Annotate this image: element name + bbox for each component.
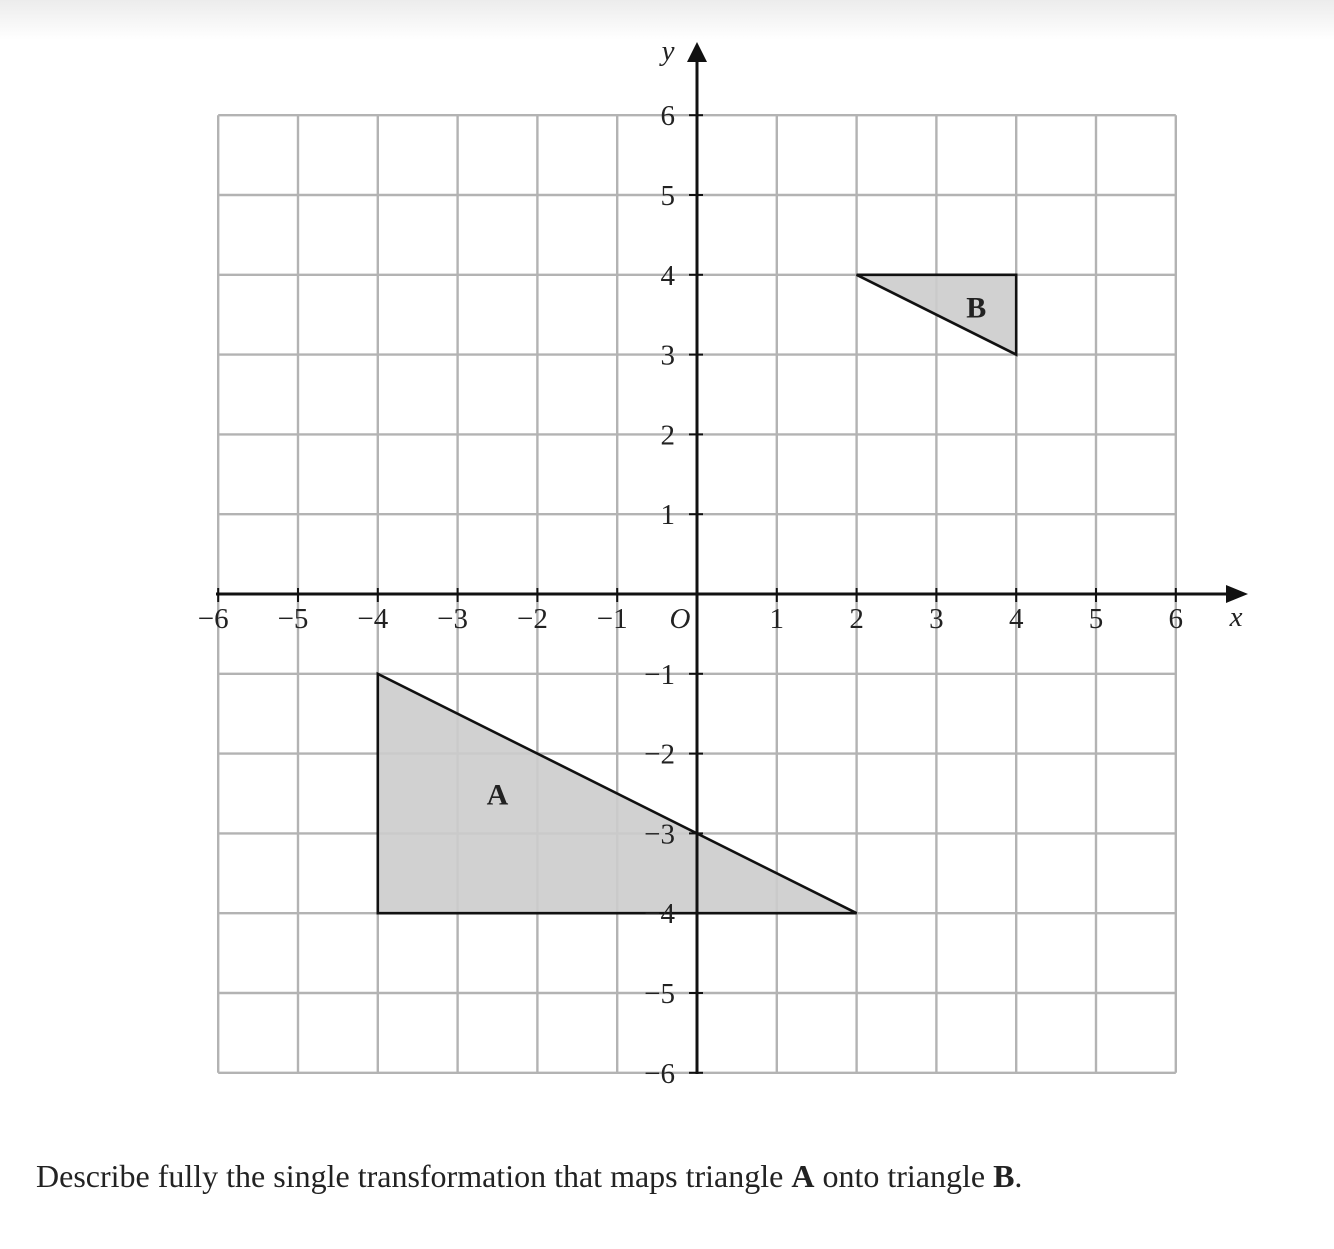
x-tick-label: −1	[596, 603, 628, 635]
x-tick-label: −5	[277, 603, 309, 635]
x-tick-label: 6	[1168, 603, 1184, 635]
axis-labels	[198, 35, 1243, 1090]
x-tick-label: −2	[516, 603, 548, 635]
x-tick-label: −3	[437, 603, 469, 635]
y-tick-label: −5	[644, 978, 675, 1010]
question-part-1: Describe fully the single transformation that maps triangle	[36, 1158, 792, 1194]
y-tick-label: −2	[644, 738, 675, 771]
question-shape-b: B	[993, 1158, 1015, 1194]
question-shape-a: A	[791, 1158, 815, 1194]
origin-label: O	[669, 603, 691, 635]
question-text	[36, 1158, 1022, 1195]
axes	[216, 42, 1248, 1074]
y-tick-label: −1	[644, 658, 675, 691]
y-tick-label: 6	[660, 100, 675, 133]
question-part-2: onto triangle	[814, 1158, 994, 1194]
y-tick-label: 1	[660, 499, 675, 532]
y-tick-label: 5	[660, 180, 675, 212]
y-tick-label: −3	[644, 818, 675, 851]
y-tick-label: 4	[660, 259, 675, 292]
y-tick-label: −4	[644, 898, 675, 931]
x-axis-label: x	[1229, 601, 1243, 633]
x-tick-label: 3	[929, 603, 944, 635]
x-tick-label: 2	[849, 603, 864, 635]
y-tick-label: −6	[644, 1057, 675, 1090]
y-tick-label: 2	[660, 419, 675, 452]
x-tick-label: 1	[769, 603, 785, 635]
question-part-3: .	[1014, 1158, 1023, 1194]
x-tick-label: −6	[197, 603, 229, 635]
triangle-a-label: A	[486, 778, 509, 812]
x-tick-label: −4	[357, 603, 389, 635]
triangle-b-label: B	[966, 291, 987, 325]
x-tick-label: 4	[1008, 603, 1024, 635]
y-tick-label: 3	[660, 339, 675, 372]
x-tick-label: 5	[1088, 603, 1104, 635]
y-axis-label: y	[661, 35, 675, 67]
y-axis-arrowhead	[687, 42, 707, 62]
